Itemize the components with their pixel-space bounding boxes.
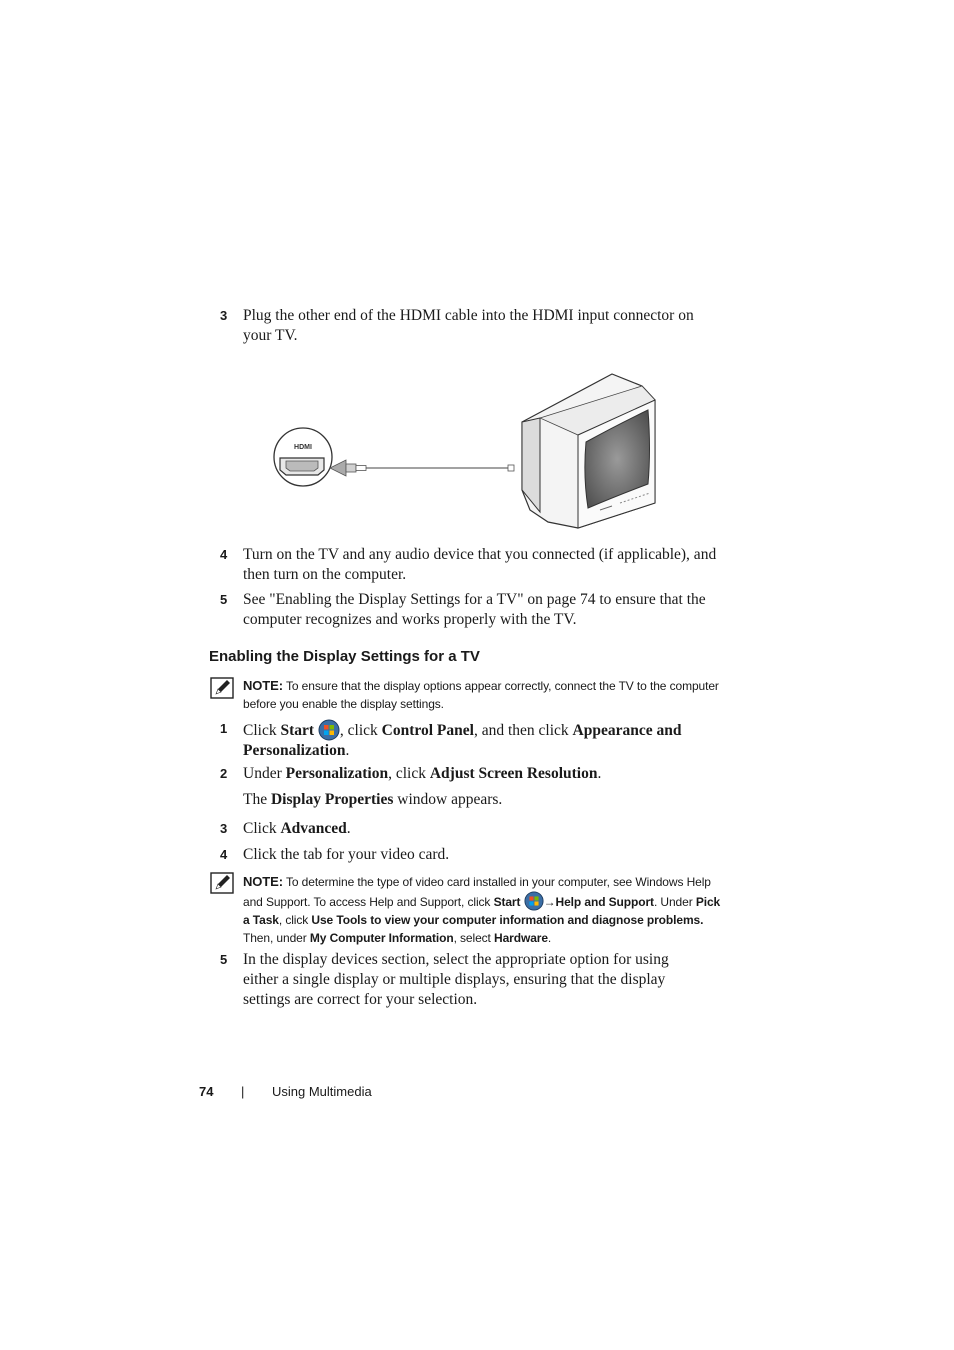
text-run: . [547,931,552,945]
step-number: 1 [220,721,228,736]
windows-start-icon [524,891,544,911]
note-block [243,677,728,713]
step-text [243,719,713,761]
step-text: Click the tab for your video card. [243,846,450,863]
hdmi-connector-callout [274,428,332,486]
note-label: NOTE: [243,874,283,889]
arrow-glyph: → [543,895,556,909]
text-run: Click [243,722,281,739]
text-run: , click [388,765,430,782]
pencil-note-icon [210,872,234,894]
text-run: Click [243,820,281,837]
text-run: To determine the type of video card installed in your computer, see Windows Help and Support. To access Help and Support, click [243,875,711,909]
step-text: Plug the other end of the HDMI cable into the HDMI input connector on your TV. [243,307,694,344]
step-text: See "Enabling the Display Settings for a TV" on page 74 to ensure that the computer recognizes and works properly with the TV. [243,591,706,628]
pick-task-label: Pick a Task [243,895,721,927]
adjust-resolution-label: Adjust Screen Resolution [429,765,598,782]
my-computer-label: My Computer Information [309,931,454,945]
text-run: , click [339,722,382,739]
step-text: In the display devices section, select the appropriate option for using either a single display or multiple displays, ensuring that the display settings are correct for your selection. [243,951,669,1008]
text-run: . [597,765,602,782]
step-text: Turn on the TV and any audio device that you connected (if applicable), and then turn on the computer. [243,546,717,583]
pencil-note-icon [210,677,234,699]
note-text: To ensure that the display options appear correctly, connect the TV to the computer before you enable the display settings. [243,679,719,711]
text-run: . [345,742,350,759]
note-label: NOTE: [243,678,283,693]
text-run: . Under [653,895,696,909]
step-number: 3 [220,821,228,836]
step-number: 4 [220,847,228,862]
step-number: 2 [220,766,228,781]
advanced-label: Advanced [280,820,347,837]
start-label: Start [493,895,521,909]
personalization-label: Personalization [285,765,389,782]
step-result-text [243,790,733,810]
start-label: Start [280,722,315,739]
text-run: , click [278,913,312,927]
page-number: 74 [199,1084,214,1099]
cable-arrow [330,460,366,476]
text-run: Then, under [243,931,310,945]
note-block [243,873,723,947]
help-support-label: Help and Support [555,895,654,909]
section-heading: Enabling the Display Settings for a TV [209,648,480,665]
text-run: Under [243,765,286,782]
use-tools-label: Use Tools to view your computer information and diagnose problems. [311,913,704,927]
tv-icon [522,374,655,528]
control-panel-label: Control Panel [381,722,474,739]
footer-separator: | [241,1084,245,1099]
text-run: . [346,820,351,837]
text-run: The [243,791,271,808]
hdmi-connector-label: HDMI [294,444,312,451]
appearance-label: Appearance and Personalization [243,722,682,759]
text-run: , select [453,931,495,945]
text-run: , and then click [473,722,573,739]
hdmi-tv-illustration [260,360,680,540]
display-properties-label: Display Properties [270,791,394,808]
step-number: 4 [220,547,228,562]
step-text [243,819,733,839]
hardware-label: Hardware [494,931,548,945]
step-text [243,764,733,784]
chapter-title: Using Multimedia [272,1084,372,1099]
step-number: 5 [220,952,228,967]
step-number: 5 [220,592,228,607]
step-number: 3 [220,308,228,323]
text-run: window appears. [393,791,503,808]
windows-start-icon [318,719,340,741]
